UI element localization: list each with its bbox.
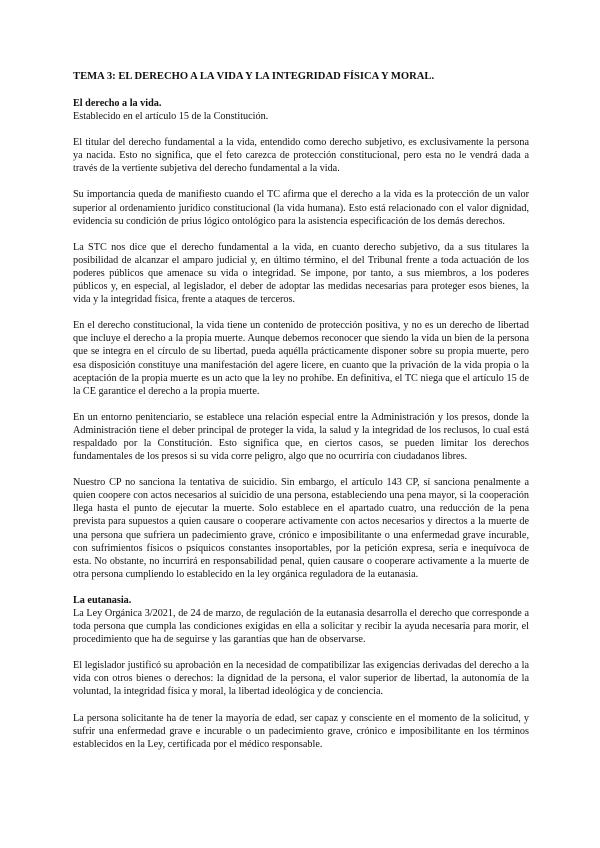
paragraph: La STC nos dice que el derecho fundamental a la vida, en cuanto derecho subjetivo, da a sus titulares la posibilidad de alcanzar el amparo judicial y, en último término, el del Tribunal frente a toda actuación de los poderes públicos que amenace su vida o integridad. Se impone, por tanto, a sus miembros, a los poderes públicos y, en especial, al legislador, el deber de adoptar las medidas necesarias para proteger esos bienes, la vida y la integridad física, frente a ataques de terceros.: [73, 241, 529, 306]
section-intro: Establecido en el artículo 15 de la Constitución.: [73, 111, 269, 123]
paragraph: El titular del derecho fundamental a la vida, entendido como derecho subjetivo, es exclusivamente la persona ya nacida. Esto no significa, que el feto carezca de protección constitucional, pero esta no le vendrá dada a través de la vertiente subjetiva del derecho fundamental a la vida.: [73, 137, 529, 175]
document-body: [73, 70, 529, 764]
paragraph: En el derecho constitucional, la vida tiene un contenido de protección positiva, y no es un derecho de libertad que incluye el derecho a la propia muerte. Aunque debemos reconocer que siendo la vida un bien de la persona que se integra en el círculo de su libertad, pueda aquélla prácticamente disponer sobre su propia muerte, pero esa disposición constituye una manifestación del agere licere, en cuanto que la privación de la vida propia o la aceptación de la propia muerte es un acto que la ley no prohíbe. En definitiva, el TC niega que el artículo 15 de la CE garantice el derecho a la propia muerte.: [73, 320, 529, 397]
paragraph: En un entorno penitenciario, se establece una relación especial entre la Administración y los presos, donde la Administración tiene el deber principal de proteger la vida, la salud y la integridad de los reclusos, lo cual está respaldado por la Constitución. Esto significa que, en ciertos casos, se pueden limitar los derechos fundamentales de los presos si su vida corre peligro, algo que no ocurriría con ciudadanos libres.: [73, 411, 529, 463]
paragraph: Su importancia queda de manifiesto cuando el TC afirma que el derecho a la vida es la protección de un valor superior al ordenamiento jurídico constitucional (la vida humana). Esto está relacionado con el valor dignidad, evidencia su condición de prius lógico ontológico para la asistencia especificación de los demás derechos.: [73, 189, 529, 227]
paragraph: El legislador justificó su aprobación en la necesidad de compatibilizar las exigencias derivadas del derecho a la vida con otros bienes o derechos: la dignidad de la persona, el valor superior de libertad, la autonomía de la voluntad, la integridad física y moral, la libertad ideológica y de conciencia.: [73, 660, 529, 698]
paragraph: La Ley Orgánica 3/2021, de 24 de marzo, de regulación de la eutanasia desarrolla el derecho que corresponde a toda persona que cumpla las condiciones exigidas en ella a solicitar y recibir la ayuda necesaria para morir, el procedimiento que ha de seguirse y las garantías que han de observarse.: [73, 608, 529, 646]
section-heading-eutanasia: La eutanasia.: [73, 594, 132, 606]
document-title: TEMA 3: EL DERECHO A LA VIDA Y LA INTEGRIDAD FÍSICA Y MORAL.: [73, 71, 435, 82]
paragraph: Nuestro CP no sanciona la tentativa de suicidio. Sin embargo, el artículo 143 CP, sí sanciona penalmente a quien coopere con actos necesarios al suicidio de una persona, estableciendo una pena mayor, si la cooperación llega hasta el punto de ejecutar la muerte. Solo establece en el apartado cuatro, una reducción de la pena prevista para supuestos a quien causare o cooperare activamente con actos necesarios y directos a la muerte de una persona que sufriera un padecimiento grave, crónico e imposibilitante o una enfermedad grave incurable, con sufrimientos físicos o psíquicos constantes insoportables, por la petición expresa, seria e inequívoca de esta. No obstante, no incurrirá en responsabilidad penal, quien causare o cooperare activamente a la muerte de otra persona cumpliendo lo establecido en la ley orgánica reguladora de la eutanasia.: [73, 477, 529, 580]
section-heading-derecho-vida: El derecho a la vida.: [73, 98, 162, 109]
paragraph: La persona solicitante ha de tener la mayoría de edad, ser capaz y consciente en el momento de la solicitud, y sufrir una enfermedad grave e incurable o un padecimiento grave, crónico e imposibilitante en los términos establecidos en la Ley, certificada por el médico responsable.: [73, 712, 529, 750]
